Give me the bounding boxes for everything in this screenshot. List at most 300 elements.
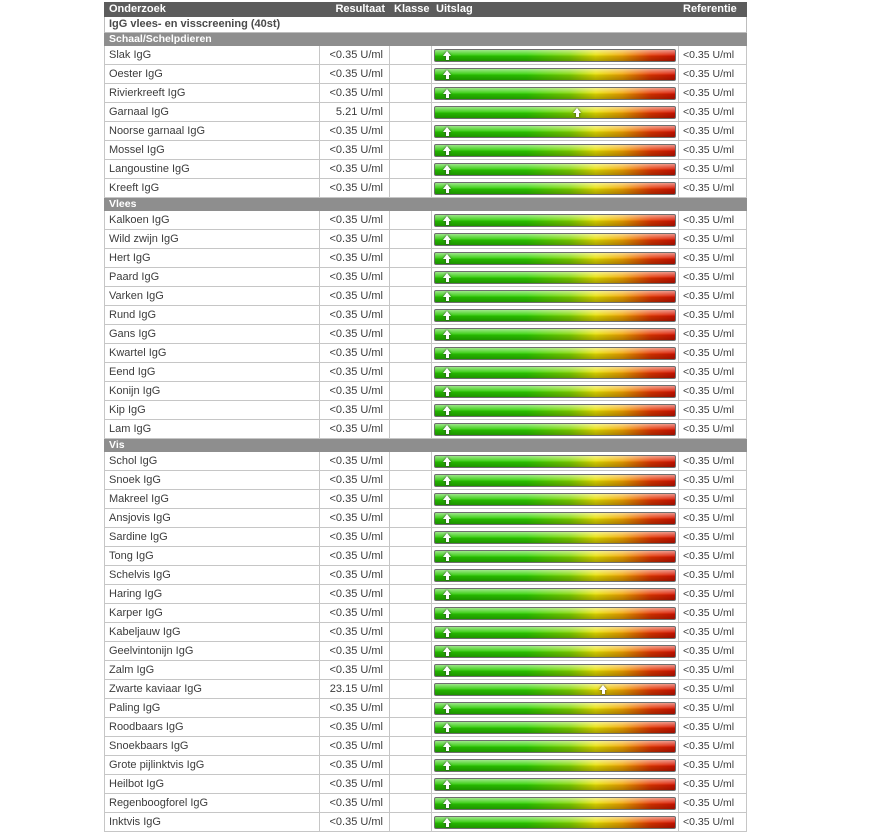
gradient-result-bar — [434, 125, 676, 138]
test-name: Hert IgG — [105, 249, 320, 268]
reference-value: <0.35 U/ml — [679, 680, 747, 699]
klasse-value — [390, 363, 432, 382]
result-marker-arrow-icon — [443, 589, 452, 600]
reference-value: <0.35 U/ml — [679, 382, 747, 401]
result-value: <0.35 U/ml — [320, 566, 390, 585]
test-name: Paling IgG — [105, 699, 320, 718]
table-row — [105, 623, 747, 642]
reference-value: <0.35 U/ml — [679, 65, 747, 84]
reference-value: <0.35 U/ml — [679, 471, 747, 490]
klasse-value — [390, 661, 432, 680]
table-row — [105, 737, 747, 756]
result-marker-arrow-icon — [443, 608, 452, 619]
gradient-result-bar — [434, 721, 676, 734]
result-bar-cell — [432, 604, 679, 623]
result-marker-arrow-icon — [443, 386, 452, 397]
klasse-value — [390, 775, 432, 794]
gradient-result-bar — [434, 550, 676, 563]
section-header: Vlees — [105, 198, 747, 211]
gradient-result-bar — [434, 664, 676, 677]
reference-value: <0.35 U/ml — [679, 287, 747, 306]
gradient-result-bar — [434, 702, 676, 715]
table-row — [105, 490, 747, 509]
klasse-value — [390, 268, 432, 287]
result-value: <0.35 U/ml — [320, 363, 390, 382]
test-name: Karper IgG — [105, 604, 320, 623]
test-name: Paard IgG — [105, 268, 320, 287]
result-value: 23.15 U/ml — [320, 680, 390, 699]
result-bar-cell — [432, 401, 679, 420]
table-row — [105, 287, 747, 306]
reference-value: <0.35 U/ml — [679, 547, 747, 566]
column-header-row — [105, 3, 747, 17]
test-name: Kabeljauw IgG — [105, 623, 320, 642]
gradient-result-bar — [434, 366, 676, 379]
test-name: Noorse garnaal IgG — [105, 122, 320, 141]
result-value: <0.35 U/ml — [320, 471, 390, 490]
result-value: <0.35 U/ml — [320, 623, 390, 642]
result-value: <0.35 U/ml — [320, 452, 390, 471]
table-row — [105, 382, 747, 401]
klasse-value — [390, 680, 432, 699]
result-marker-arrow-icon — [443, 817, 452, 828]
reference-value: <0.35 U/ml — [679, 211, 747, 230]
reference-value: <0.35 U/ml — [679, 160, 747, 179]
result-value: <0.35 U/ml — [320, 122, 390, 141]
result-value: <0.35 U/ml — [320, 84, 390, 103]
reference-value: <0.35 U/ml — [679, 401, 747, 420]
table-row — [105, 794, 747, 813]
result-marker-arrow-icon — [573, 107, 582, 118]
gradient-result-bar — [434, 778, 676, 791]
result-value: <0.35 U/ml — [320, 528, 390, 547]
result-bar-cell — [432, 623, 679, 642]
test-name: Eend IgG — [105, 363, 320, 382]
test-name: Zalm IgG — [105, 661, 320, 680]
klasse-value — [390, 325, 432, 344]
klasse-value — [390, 547, 432, 566]
gradient-result-bar — [434, 588, 676, 601]
gradient-result-bar — [434, 347, 676, 360]
result-bar-cell — [432, 699, 679, 718]
result-bar-cell — [432, 661, 679, 680]
gradient-result-bar — [434, 404, 676, 417]
test-name: Zwarte kaviaar IgG — [105, 680, 320, 699]
klasse-value — [390, 306, 432, 325]
klasse-value — [390, 509, 432, 528]
section-row — [105, 439, 747, 452]
result-value: <0.35 U/ml — [320, 65, 390, 84]
table-row — [105, 306, 747, 325]
gradient-result-bar — [434, 531, 676, 544]
column-header-uitslag: Uitslag — [432, 3, 679, 17]
test-name: Schelvis IgG — [105, 566, 320, 585]
klasse-value — [390, 46, 432, 65]
result-bar-cell — [432, 382, 679, 401]
gradient-result-bar — [434, 569, 676, 582]
test-name: Snoekbaars IgG — [105, 737, 320, 756]
table-row — [105, 471, 747, 490]
test-name: Gans IgG — [105, 325, 320, 344]
result-bar-cell — [432, 528, 679, 547]
gradient-result-bar — [434, 290, 676, 303]
reference-value: <0.35 U/ml — [679, 699, 747, 718]
test-name: Regenboogforel IgG — [105, 794, 320, 813]
klasse-value — [390, 160, 432, 179]
klasse-value — [390, 103, 432, 122]
reference-value: <0.35 U/ml — [679, 344, 747, 363]
result-value: <0.35 U/ml — [320, 325, 390, 344]
result-bar-cell — [432, 509, 679, 528]
test-name: Langoustine IgG — [105, 160, 320, 179]
table-row — [105, 699, 747, 718]
reference-value: <0.35 U/ml — [679, 623, 747, 642]
klasse-value — [390, 794, 432, 813]
table-row — [105, 65, 747, 84]
gradient-result-bar — [434, 455, 676, 468]
gradient-result-bar — [434, 474, 676, 487]
result-marker-arrow-icon — [443, 779, 452, 790]
klasse-value — [390, 490, 432, 509]
test-name: Kreeft IgG — [105, 179, 320, 198]
result-value: <0.35 U/ml — [320, 813, 390, 832]
result-value: <0.35 U/ml — [320, 737, 390, 756]
test-name: Kalkoen IgG — [105, 211, 320, 230]
result-bar-cell — [432, 813, 679, 832]
result-value: <0.35 U/ml — [320, 490, 390, 509]
reference-value: <0.35 U/ml — [679, 775, 747, 794]
gradient-result-bar — [434, 493, 676, 506]
result-marker-arrow-icon — [443, 456, 452, 467]
gradient-result-bar — [434, 626, 676, 639]
table-row — [105, 680, 747, 699]
test-name: Kip IgG — [105, 401, 320, 420]
result-bar-cell — [432, 141, 679, 160]
column-header-onderzoek: Onderzoek — [105, 3, 320, 17]
klasse-value — [390, 122, 432, 141]
result-marker-arrow-icon — [443, 760, 452, 771]
klasse-value — [390, 401, 432, 420]
table-row — [105, 46, 747, 65]
result-value: <0.35 U/ml — [320, 661, 390, 680]
result-marker-arrow-icon — [443, 50, 452, 61]
table-row — [105, 528, 747, 547]
klasse-value — [390, 718, 432, 737]
table-row — [105, 160, 747, 179]
table-row — [105, 604, 747, 623]
reference-value: <0.35 U/ml — [679, 718, 747, 737]
result-bar-cell — [432, 179, 679, 198]
result-bar-cell — [432, 306, 679, 325]
reference-value: <0.35 U/ml — [679, 363, 747, 382]
klasse-value — [390, 84, 432, 103]
result-bar-cell — [432, 160, 679, 179]
table-row — [105, 179, 747, 198]
result-bar-cell — [432, 680, 679, 699]
result-marker-arrow-icon — [443, 475, 452, 486]
reference-value: <0.35 U/ml — [679, 268, 747, 287]
result-bar-cell — [432, 211, 679, 230]
section-header: Vis — [105, 439, 747, 452]
result-value: <0.35 U/ml — [320, 604, 390, 623]
test-name: Geelvintonijn IgG — [105, 642, 320, 661]
result-value: <0.35 U/ml — [320, 211, 390, 230]
result-bar-cell — [432, 230, 679, 249]
test-name: Sardine IgG — [105, 528, 320, 547]
result-marker-arrow-icon — [443, 88, 452, 99]
result-value: <0.35 U/ml — [320, 699, 390, 718]
result-marker-arrow-icon — [443, 532, 452, 543]
klasse-value — [390, 141, 432, 160]
result-marker-arrow-icon — [443, 703, 452, 714]
result-marker-arrow-icon — [443, 253, 452, 264]
result-bar-cell — [432, 490, 679, 509]
result-bar-cell — [432, 344, 679, 363]
reference-value: <0.35 U/ml — [679, 84, 747, 103]
gradient-result-bar — [434, 182, 676, 195]
test-name: Roodbaars IgG — [105, 718, 320, 737]
result-marker-arrow-icon — [443, 722, 452, 733]
result-value: <0.35 U/ml — [320, 306, 390, 325]
result-value: <0.35 U/ml — [320, 287, 390, 306]
result-marker-arrow-icon — [443, 513, 452, 524]
table-row — [105, 420, 747, 439]
result-marker-arrow-icon — [443, 405, 452, 416]
result-marker-arrow-icon — [443, 741, 452, 752]
result-bar-cell — [432, 547, 679, 566]
result-marker-arrow-icon — [443, 234, 452, 245]
gradient-result-bar — [434, 759, 676, 772]
test-name: Makreel IgG — [105, 490, 320, 509]
reference-value: <0.35 U/ml — [679, 179, 747, 198]
result-bar-cell — [432, 642, 679, 661]
test-name: Lam IgG — [105, 420, 320, 439]
gradient-result-bar — [434, 683, 676, 696]
result-value: 5.21 U/ml — [320, 103, 390, 122]
klasse-value — [390, 699, 432, 718]
gradient-result-bar — [434, 271, 676, 284]
result-bar-cell — [432, 46, 679, 65]
test-name: Kwartel IgG — [105, 344, 320, 363]
gradient-result-bar — [434, 106, 676, 119]
result-value: <0.35 U/ml — [320, 382, 390, 401]
test-name: Slak IgG — [105, 46, 320, 65]
result-marker-arrow-icon — [443, 798, 452, 809]
table-row — [105, 211, 747, 230]
result-marker-arrow-icon — [443, 424, 452, 435]
test-name: Mossel IgG — [105, 141, 320, 160]
result-bar-cell — [432, 566, 679, 585]
result-value: <0.35 U/ml — [320, 160, 390, 179]
test-name: Heilbot IgG — [105, 775, 320, 794]
result-value: <0.35 U/ml — [320, 642, 390, 661]
klasse-value — [390, 179, 432, 198]
result-bar-cell — [432, 287, 679, 306]
klasse-value — [390, 471, 432, 490]
column-header-referentie: Referentie — [679, 3, 747, 17]
result-value: <0.35 U/ml — [320, 794, 390, 813]
table-row — [105, 122, 747, 141]
result-bar-cell — [432, 65, 679, 84]
result-bar-cell — [432, 737, 679, 756]
reference-value: <0.35 U/ml — [679, 528, 747, 547]
klasse-value — [390, 344, 432, 363]
reference-value: <0.35 U/ml — [679, 794, 747, 813]
result-marker-arrow-icon — [443, 145, 452, 156]
result-bar-cell — [432, 122, 679, 141]
result-bar-cell — [432, 471, 679, 490]
table-row — [105, 325, 747, 344]
test-name: Tong IgG — [105, 547, 320, 566]
gradient-result-bar — [434, 645, 676, 658]
gradient-result-bar — [434, 87, 676, 100]
column-header-resultaat: Resultaat — [320, 3, 390, 17]
table-row — [105, 363, 747, 382]
gradient-result-bar — [434, 740, 676, 753]
section-row — [105, 198, 747, 211]
reference-value: <0.35 U/ml — [679, 585, 747, 604]
table-row — [105, 344, 747, 363]
reference-value: <0.35 U/ml — [679, 46, 747, 65]
result-bar-cell — [432, 325, 679, 344]
klasse-value — [390, 211, 432, 230]
reference-value: <0.35 U/ml — [679, 737, 747, 756]
gradient-result-bar — [434, 309, 676, 322]
klasse-value — [390, 623, 432, 642]
klasse-value — [390, 566, 432, 585]
result-marker-arrow-icon — [443, 69, 452, 80]
gradient-result-bar — [434, 163, 676, 176]
table-row — [105, 566, 747, 585]
table-row — [105, 141, 747, 160]
gradient-result-bar — [434, 797, 676, 810]
gradient-result-bar — [434, 385, 676, 398]
lab-report — [104, 2, 746, 832]
result-value: <0.35 U/ml — [320, 585, 390, 604]
table-row — [105, 509, 747, 528]
result-marker-arrow-icon — [443, 329, 452, 340]
klasse-value — [390, 737, 432, 756]
result-marker-arrow-icon — [443, 494, 452, 505]
gradient-result-bar — [434, 607, 676, 620]
result-marker-arrow-icon — [599, 684, 608, 695]
reference-value: <0.35 U/ml — [679, 452, 747, 471]
reference-value: <0.35 U/ml — [679, 103, 747, 122]
result-marker-arrow-icon — [443, 183, 452, 194]
result-value: <0.35 U/ml — [320, 46, 390, 65]
klasse-value — [390, 249, 432, 268]
result-value: <0.35 U/ml — [320, 718, 390, 737]
table-row — [105, 642, 747, 661]
reference-value: <0.35 U/ml — [679, 813, 747, 832]
result-bar-cell — [432, 249, 679, 268]
result-marker-arrow-icon — [443, 367, 452, 378]
reference-value: <0.35 U/ml — [679, 141, 747, 160]
test-name: Wild zwijn IgG — [105, 230, 320, 249]
gradient-result-bar — [434, 328, 676, 341]
test-name: Inktvis IgG — [105, 813, 320, 832]
result-marker-arrow-icon — [443, 570, 452, 581]
test-name: Oester IgG — [105, 65, 320, 84]
klasse-value — [390, 756, 432, 775]
test-name: Grote pijlinktvis IgG — [105, 756, 320, 775]
table-row — [105, 452, 747, 471]
result-marker-arrow-icon — [443, 164, 452, 175]
panel-title-row — [105, 17, 747, 33]
reference-value: <0.35 U/ml — [679, 325, 747, 344]
table-row — [105, 401, 747, 420]
result-value: <0.35 U/ml — [320, 141, 390, 160]
result-marker-arrow-icon — [443, 272, 452, 283]
result-bar-cell — [432, 84, 679, 103]
table-row — [105, 268, 747, 287]
test-name: Schol IgG — [105, 452, 320, 471]
test-name: Rivierkreeft IgG — [105, 84, 320, 103]
reference-value: <0.35 U/ml — [679, 509, 747, 528]
result-value: <0.35 U/ml — [320, 509, 390, 528]
reference-value: <0.35 U/ml — [679, 230, 747, 249]
column-header-klasse: Klasse — [390, 3, 432, 17]
section-header: Schaal/Schelpdieren — [105, 33, 747, 46]
gradient-result-bar — [434, 233, 676, 246]
result-value: <0.35 U/ml — [320, 268, 390, 287]
reference-value: <0.35 U/ml — [679, 420, 747, 439]
test-name: Konijn IgG — [105, 382, 320, 401]
table-row — [105, 103, 747, 122]
reference-value: <0.35 U/ml — [679, 490, 747, 509]
table-row — [105, 230, 747, 249]
table-row — [105, 813, 747, 832]
result-marker-arrow-icon — [443, 551, 452, 562]
klasse-value — [390, 382, 432, 401]
reference-value: <0.35 U/ml — [679, 642, 747, 661]
klasse-value — [390, 420, 432, 439]
reference-value: <0.35 U/ml — [679, 661, 747, 680]
klasse-value — [390, 604, 432, 623]
klasse-value — [390, 528, 432, 547]
reference-value: <0.35 U/ml — [679, 566, 747, 585]
result-marker-arrow-icon — [443, 627, 452, 638]
section-row — [105, 33, 747, 46]
result-bar-cell — [432, 794, 679, 813]
gradient-result-bar — [434, 68, 676, 81]
table-row — [105, 775, 747, 794]
result-marker-arrow-icon — [443, 291, 452, 302]
table-row — [105, 585, 747, 604]
results-table — [104, 2, 747, 832]
result-marker-arrow-icon — [443, 310, 452, 321]
reference-value: <0.35 U/ml — [679, 122, 747, 141]
result-marker-arrow-icon — [443, 126, 452, 137]
test-name: Rund IgG — [105, 306, 320, 325]
table-row — [105, 249, 747, 268]
klasse-value — [390, 452, 432, 471]
klasse-value — [390, 287, 432, 306]
result-value: <0.35 U/ml — [320, 401, 390, 420]
result-value: <0.35 U/ml — [320, 547, 390, 566]
reference-value: <0.35 U/ml — [679, 756, 747, 775]
result-bar-cell — [432, 420, 679, 439]
test-name: Ansjovis IgG — [105, 509, 320, 528]
klasse-value — [390, 642, 432, 661]
result-marker-arrow-icon — [443, 665, 452, 676]
result-bar-cell — [432, 103, 679, 122]
reference-value: <0.35 U/ml — [679, 604, 747, 623]
klasse-value — [390, 230, 432, 249]
table-row — [105, 661, 747, 680]
result-bar-cell — [432, 775, 679, 794]
klasse-value — [390, 65, 432, 84]
